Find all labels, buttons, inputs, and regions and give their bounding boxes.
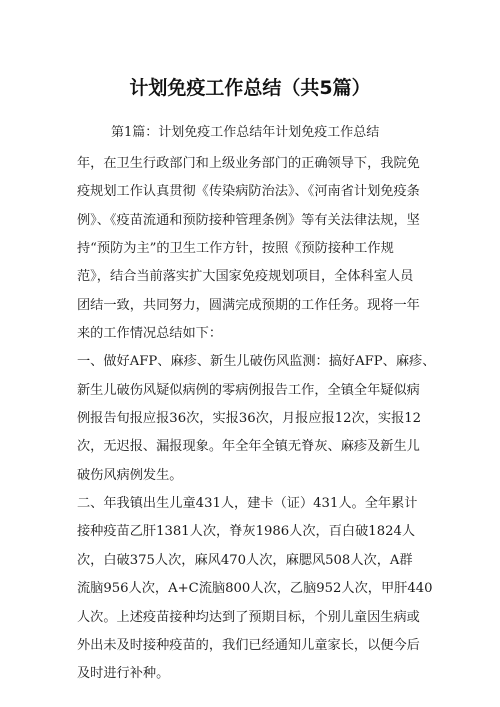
body-line: 新生儿破伤风疑似病例的零病例报告工作，全镇全年疑似病 [77,382,420,398]
body-line: 团结一致，共同努力，圆满完成预期的工作任务。现将一年 [77,297,420,313]
body-line: 外出未及时接种疫苗的，我们已经通知儿童家长，以便今后 [77,637,420,653]
body-line: 例报告旬报应报36次，实报36次，月报应报12次，实报12 [77,411,422,427]
body-line: 疫规划工作认真贯彻《传染病防治法》、《河南省计划免疫条 [77,184,420,200]
body-line: 次，白破375人次，麻风470人次，麻腮风508人次，A群 [77,552,413,568]
body-line: 流脑956人次，A+C流脑800人次，乙脑952人次，甲肝440 [77,581,433,597]
article-subtitle: 第1篇：计划免疫工作总结年计划免疫工作总结 [111,125,380,140]
body-line: 人次。上述疫苗接种均达到了预期目标，个别儿童因生病或 [77,609,420,625]
body-line: 次，无迟报、漏报现象。年全年全镇无脊灰、麻疹及新生儿 [77,439,420,455]
body-line: 接种疫苗乙肝1381人次，脊灰1986人次，百白破1824人 [77,524,416,540]
body-line: 及时进行补种。 [77,666,170,682]
body-line: 一、做好AFP、麻疹、新生儿破伤风监测：搞好AFP、麻疹、 [77,354,436,370]
body-line: 破伤风病例发生。 [77,467,183,483]
document-title: 计划免疫工作总结（共5篇） [129,77,371,99]
article-body [77,150,477,689]
body-line: 例》、《疫苗流通和预防接种管理条例》等有关法律法规，坚 [77,212,420,228]
body-line: 范》，结合当前落实扩大国家免疫规划项目，全体科室人员 [77,269,414,285]
body-line: 持“预防为主”的卫生工作方针，按照《预防接种工作规 [77,241,394,257]
body-line: 二、年我镇出生儿童431人，建卡（证）431人。全年累计 [77,496,418,512]
body-line: 年，在卫生行政部门和上级业务部门的正确领导下，我院免 [77,156,420,171]
body-line: 来的工作情况总结如下： [77,326,223,342]
